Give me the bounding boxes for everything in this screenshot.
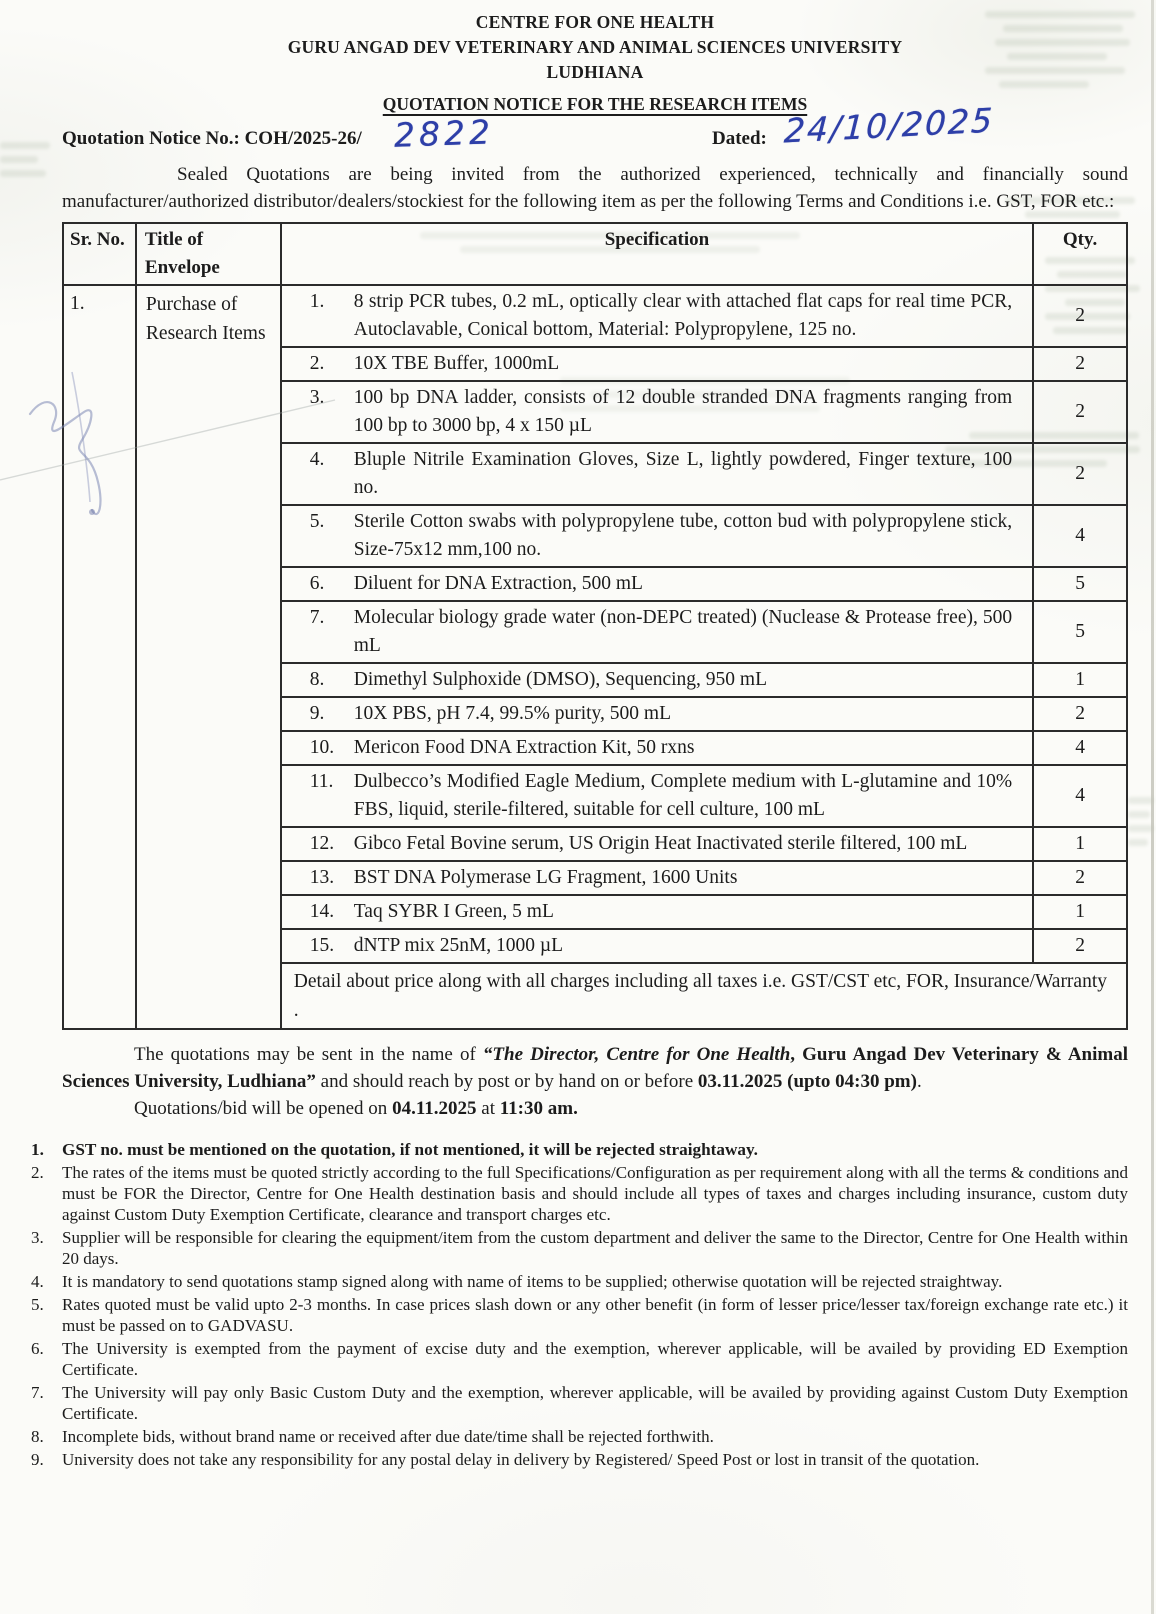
term-item [28, 1162, 1128, 1225]
text-segment: Quotations/bid will be opened on [134, 1098, 393, 1119]
term-text: The University will pay only Basic Custom Duty and the exemption, wherever applicable, will be availed by providing against Custom Duty Exemption Certificate. [62, 1383, 1128, 1423]
spec-cell [281, 443, 1033, 505]
spec-cell [281, 601, 1033, 663]
spec-item-number: 8. [309, 669, 325, 690]
spec-item-text: Molecular biology grade water (non-DEPC treated) (Nuclease & Protease free), 500 mL [353, 607, 1013, 656]
spec-item-text: Sterile Cotton swabs with polypropylene tube, cotton bud with polypropylene stick, Size-75x12 mm,100 no. [353, 511, 1013, 560]
qty-cell: 2 [1033, 347, 1127, 381]
spec-cell [281, 567, 1033, 601]
text-segment: The quotations may be sent in the name of [134, 1044, 483, 1065]
closing-paragraph-2 [62, 1095, 1128, 1122]
spec-cell [281, 929, 1033, 963]
text-segment: . [916, 1070, 922, 1092]
qty-cell: 1 [1033, 895, 1127, 929]
term-text: University does not take any responsibility for any postal delay in delivery by Registered/ Speed Post or lost in transit of the quotation. [62, 1450, 980, 1469]
term-item [28, 1449, 1128, 1470]
term-text: Rates quoted must be valid upto 2-3 months. In case prices slash down or any other benefit (in form of lesser price/lesser tax/foreign exchange rate etc.) it must be passed on to GADVASU. [62, 1295, 1128, 1335]
term-item [28, 1426, 1128, 1447]
spec-item-text: 100 bp DNA ladder, consists of 12 double stranded DNA fragments ranging from 100 bp to 3000 bp, 4 x 150 µL [353, 387, 1013, 436]
spec-item-text: Gibco Fetal Bovine serum, US Origin Heat Inactivated sterile filtered, 100 mL [353, 833, 968, 854]
qty-cell: 1 [1033, 663, 1127, 697]
spec-cell [281, 731, 1033, 765]
qty-cell: 5 [1033, 601, 1127, 663]
qty-cell: 2 [1033, 861, 1127, 895]
document-title: QUOTATION NOTICE FOR THE RESEARCH ITEMS [382, 94, 808, 114]
spec-cell [281, 861, 1033, 895]
terms-list [28, 1139, 1128, 1470]
term-text: GST no. must be mentioned on the quotation, if not mentioned, it will be rejected straightaway. [62, 1140, 758, 1159]
term-item [28, 1338, 1128, 1380]
dated-label: Dated: [712, 128, 767, 149]
spec-item-number: 2. [309, 353, 325, 374]
spec-item-number: 5. [309, 511, 325, 532]
term-item [28, 1227, 1128, 1269]
spec-item-number: 13. [309, 867, 335, 888]
term-number: 5. [31, 1295, 44, 1314]
term-text: Incomplete bids, without brand name or received after due date/time shall be rejected forthwith. [62, 1427, 714, 1446]
spec-cell [281, 827, 1033, 861]
qty-cell: 4 [1033, 765, 1127, 827]
items-table [62, 222, 1128, 1030]
spec-item-text: 8 strip PCR tubes, 0.2 mL, optically clear with attached flat caps for real time PCR, Autoclavable, Conical bottom, Material: Polypropylene, 125 no. [353, 291, 1013, 340]
intro-paragraph: Sealed Quotations are being invited from the authorized experienced, technically and financially sound manufacturer/authorized distributor/dealers/stockiest for the following item as per the following Terms and Conditions i.e. GST, FOR etc.: [62, 164, 1128, 212]
column-header-qty: Qty. [1033, 223, 1127, 285]
spec-cell [281, 663, 1033, 697]
spec-cell [281, 505, 1033, 567]
term-number: 8. [31, 1427, 44, 1446]
text-segment: 03.11.2025 (upto 04:30 pm) [697, 1070, 917, 1092]
text-segment: , Guru Angad Dev Veterinary & Animal Sciences University, Ludhiana” [62, 1044, 1128, 1092]
spec-item-text: Diluent for DNA Extraction, 500 mL [353, 573, 643, 594]
spec-item-text: dNTP mix 25nM, 1000 µL [353, 935, 564, 956]
qty-cell: 4 [1033, 731, 1127, 765]
qty-cell: 4 [1033, 505, 1127, 567]
term-number: 3. [31, 1228, 44, 1247]
spec-cell [281, 765, 1033, 827]
table-row [63, 285, 1127, 347]
org-name-line1: CENTRE FOR ONE HEALTH [475, 12, 715, 32]
spec-item-text: Bluple Nitrile Examination Gloves, Size L, lightly powdered, Finger texture, 100 no. [353, 449, 1013, 498]
spec-item-number: 15. [309, 935, 335, 956]
spec-item-text: 10X PBS, pH 7.4, 99.5% purity, 500 mL [353, 703, 671, 724]
spec-cell [281, 347, 1033, 381]
qty-cell: 5 [1033, 567, 1127, 601]
qty-cell: 1 [1033, 827, 1127, 861]
spec-cell [281, 697, 1033, 731]
term-text: It is mandatory to send quotations stamp signed along with name of items to be supplied; otherwise quotation will be rejected straightway. [62, 1272, 1003, 1291]
term-text: Supplier will be responsible for clearing the equipment/item from the custom department and deliver the same to the Director, Centre for One Health within 20 days. [62, 1228, 1128, 1268]
term-number: 4. [31, 1272, 44, 1291]
term-number: 1. [31, 1140, 44, 1159]
spec-item-text: Dulbecco’s Modified Eagle Medium, Complete medium with L-glutamine and 10% FBS, liquid, sterile-filtered, suitable for cell culture, 100 mL [353, 771, 1013, 820]
org-name-line2: GURU ANGAD DEV VETERINARY AND ANIMAL SCIENCES UNIVERSITY [287, 37, 903, 57]
column-header-envelope: Title of Envelope [136, 223, 281, 285]
qty-cell: 2 [1033, 443, 1127, 505]
qty-cell: 2 [1033, 697, 1127, 731]
spec-item-number: 4. [309, 449, 325, 470]
text-segment: at [476, 1098, 500, 1119]
column-header-specification: Specification [281, 223, 1033, 285]
spec-item-number: 3. [309, 387, 325, 408]
qty-cell: 2 [1033, 285, 1127, 347]
table-header-row [63, 223, 1127, 285]
text-segment: 04.11.2025 [392, 1098, 477, 1119]
spec-cell [281, 285, 1033, 347]
closing-paragraph-1 [62, 1042, 1128, 1095]
term-item [28, 1139, 1128, 1160]
text-segment: “The Director, Centre for One Health [482, 1044, 791, 1065]
spec-item-text: Dimethyl Sulphoxide (DMSO), Sequencing, 950 mL [353, 669, 768, 690]
term-number: 7. [31, 1383, 44, 1402]
spec-item-number: 14. [309, 901, 335, 922]
spec-item-number: 12. [309, 833, 335, 854]
spec-item-number: 10. [309, 737, 335, 758]
term-number: 6. [31, 1339, 44, 1358]
qty-cell: 2 [1033, 381, 1127, 443]
term-text: The University is exempted from the payment of excise duty and the exemption, wherever applicable, will be availed by providing ED Exemption Certificate. [62, 1339, 1128, 1379]
column-header-sr-no: Sr. No. [63, 223, 136, 285]
table-footer-note: Detail about price along with all charges including all taxes i.e. GST/CST etc, FOR, Insurance/Warranty . [281, 963, 1127, 1029]
spec-item-text: 10X TBE Buffer, 1000mL [353, 353, 560, 374]
spec-item-number: 9. [309, 703, 325, 724]
term-item [28, 1271, 1128, 1292]
qty-cell: 2 [1033, 929, 1127, 963]
notice-number-label: Quotation Notice No.: COH/2025-26/ [62, 128, 362, 149]
notice-number-handwritten: 2822 [393, 112, 495, 155]
term-item [28, 1382, 1128, 1424]
term-item [28, 1294, 1128, 1336]
envelope-title-cell: Purchase of Research Items [136, 285, 281, 1029]
term-number: 9. [31, 1450, 44, 1469]
spec-item-number: 7. [309, 607, 325, 628]
term-number: 2. [31, 1163, 44, 1182]
spec-item-number: 11. [309, 771, 334, 792]
sr-no-cell: 1. [63, 285, 136, 1029]
spec-cell [281, 895, 1033, 929]
text-segment: 11:30 am. [499, 1098, 578, 1119]
spec-item-text: Mericon Food DNA Extraction Kit, 50 rxns [353, 737, 695, 758]
text-segment: and should reach by post or by hand on or before [315, 1070, 698, 1092]
spec-item-text: BST DNA Polymerase LG Fragment, 1600 Units [353, 867, 738, 888]
term-text: The rates of the items must be quoted strictly according to the full Specifications/Configuration as per requirement along with all the terms & conditions and must be FOR the Director, Centre for One Health destination basis and should include all types of taxes and charges including insurance, custom duty against Custom Duty Exemption Certificate, clearance and transport charges etc. [62, 1163, 1129, 1224]
spec-cell [281, 381, 1033, 443]
spec-item-text: Taq SYBR I Green, 5 mL [353, 901, 554, 922]
dated-handwritten: 24/10/2025 [783, 100, 996, 151]
margin-signature [0, 352, 340, 552]
spec-item-number: 6. [309, 573, 325, 594]
org-name-line3: LUDHIANA [546, 62, 644, 82]
spec-item-number: 1. [309, 291, 325, 312]
